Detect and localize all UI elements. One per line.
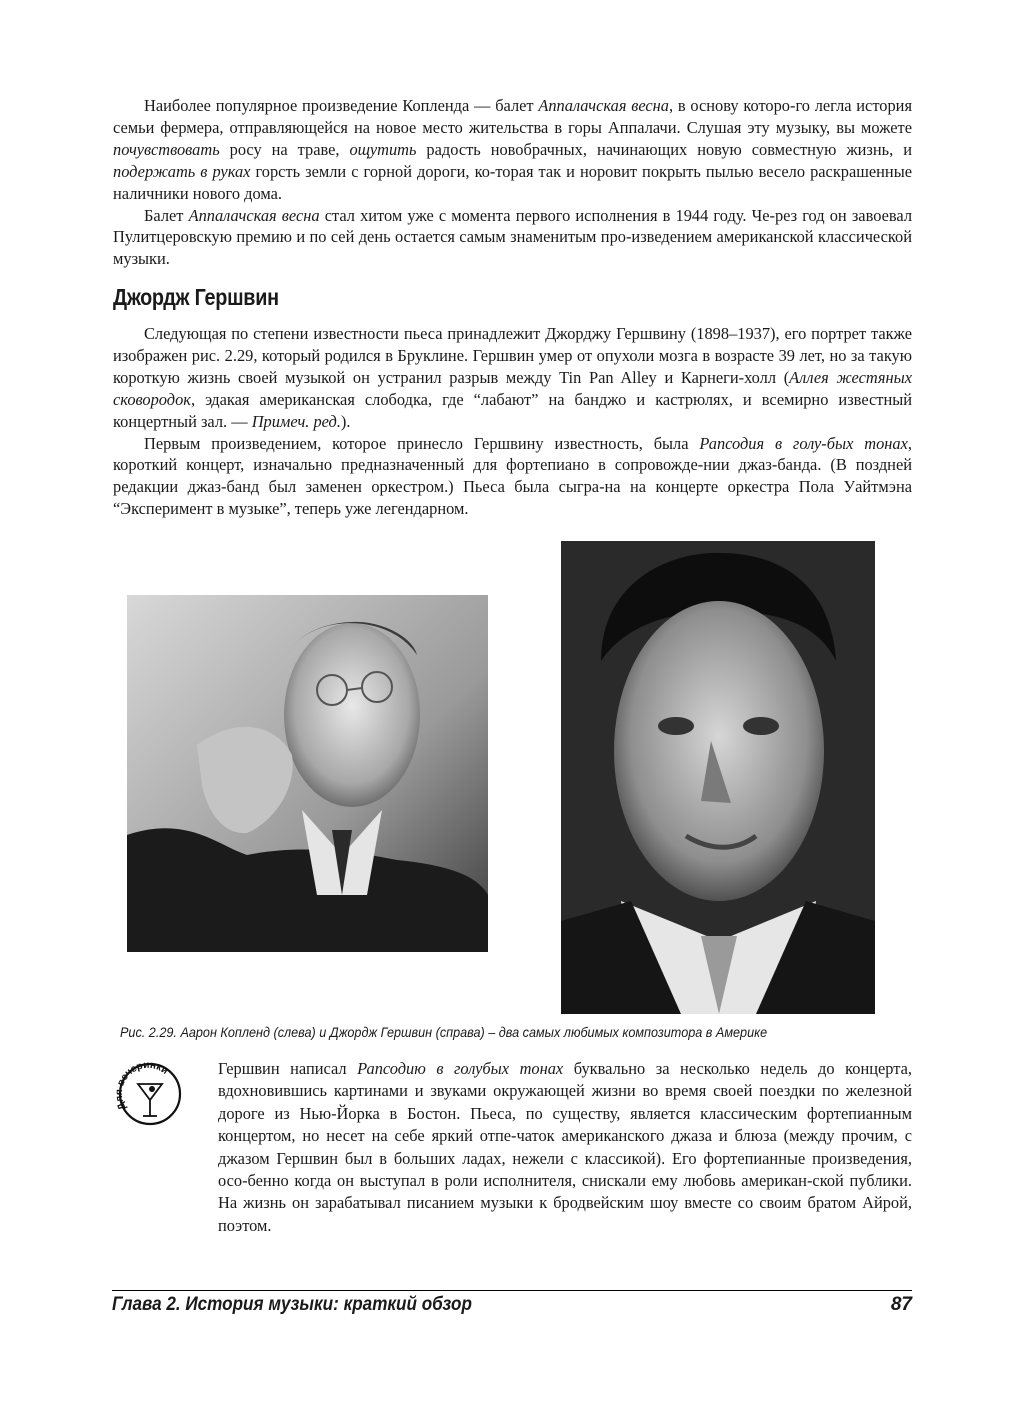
paragraph-ballet-hit: Балет Аппалачская весна стал хитом уже с момента первого исполнения в 1944 году. Че-рез год он завоевал Пулитцеровскую премию и по сей день остается самым знаменитым про-изведением американской классической музыки. (113, 205, 912, 269)
paragraph-gershwin-bio: Следующая по степени известности пьеса принадлежит Джорджу Гершвину (1898–1937), его портрет также изображен рис. 2.29, который родился в Бруклине. Гершвин умер от опухоли мозга в возрасте 39 лет, но за такую короткую жизнь своей музыкой он устранил разрыв между Tin Pan Alley и Карнеги-холл (Аллея жестяных сковородок, эдакая американская слободка, где “лабают” на банджо и кастрюлях, и всемирно известный концертный зал. — Примеч. ред.). (113, 324, 913, 431)
sidebar-note: Гершвин написал Рапсодию в голубых тонах буквально за несколько недель до концерта, вдохновившись картинами и звуками окружающей жизни во время своей поездки по железной дороге из Нью-Йорка в Бостон. Пьеса, по существу, является классическим фортепианным концертом, но несет на себе яркий отпе-чаток американского джаза и блюза (между прочим, с джазом Гершвин был в больших ладах, нежели с классикой). Его фортепианные произведения, осо-бенно когда он выступал в роли исполнителя, снискали ему любовь американ-ской публики. На жизнь он зарабатывал писанием музыки к бродвейским шоу вместе со своим братом Айрой, поэтом. (218, 1059, 912, 1235)
intro-text (113, 95, 912, 270)
footer-rule (112, 1290, 912, 1291)
gershwin-text (113, 323, 912, 520)
cocktail-glass-icon (112, 1056, 184, 1128)
page-number: 87 (890, 1294, 912, 1315)
figure-caption: Рис. 2.29. Аарон Копленд (слева) и Джордж Гершвин (справа) – два самых любимых композитора в Америке (120, 1025, 768, 1040)
photo-copland (127, 595, 488, 952)
photo-gershwin (561, 541, 875, 1014)
icon-label: Для вечеринки (113, 1059, 170, 1112)
chapter-title: Глава 2. История музыки: краткий обзор (112, 1294, 472, 1315)
paragraph-appalachian-spring: Наиболее популярное произведение Копленда — балет Аппалачская весна, в основу которо-го легла история семьи фермера, отправляющейся на новое место жительства в горы Аппалачи. Слушая эту музыку, вы можете почувствовать росу на траве, ощутить радость новобрачных, начинающих новую совместную жизнь, и подержать в руках горсть земли с горной дороги, ко-торая так и норовит покрыть пылью весело раскрашенные наличники нового дома. (113, 96, 912, 203)
paragraph-rhapsody: Первым произведением, которое принесло Гершвину известность, была Рапсодия в голу-бых тонах, короткий концерт, изначально предназначенный для фортепиано в сопровожде-нии джаз-банда. (В поздней редакции джаз-банд был заменен оркестром.) Пьеса была сыгра-на на концерте оркестра Пола Уайтмэна “Эксперимент в музыке”, теперь уже легендарном. (113, 433, 912, 519)
section-heading: Джордж Гершвин (113, 284, 279, 310)
